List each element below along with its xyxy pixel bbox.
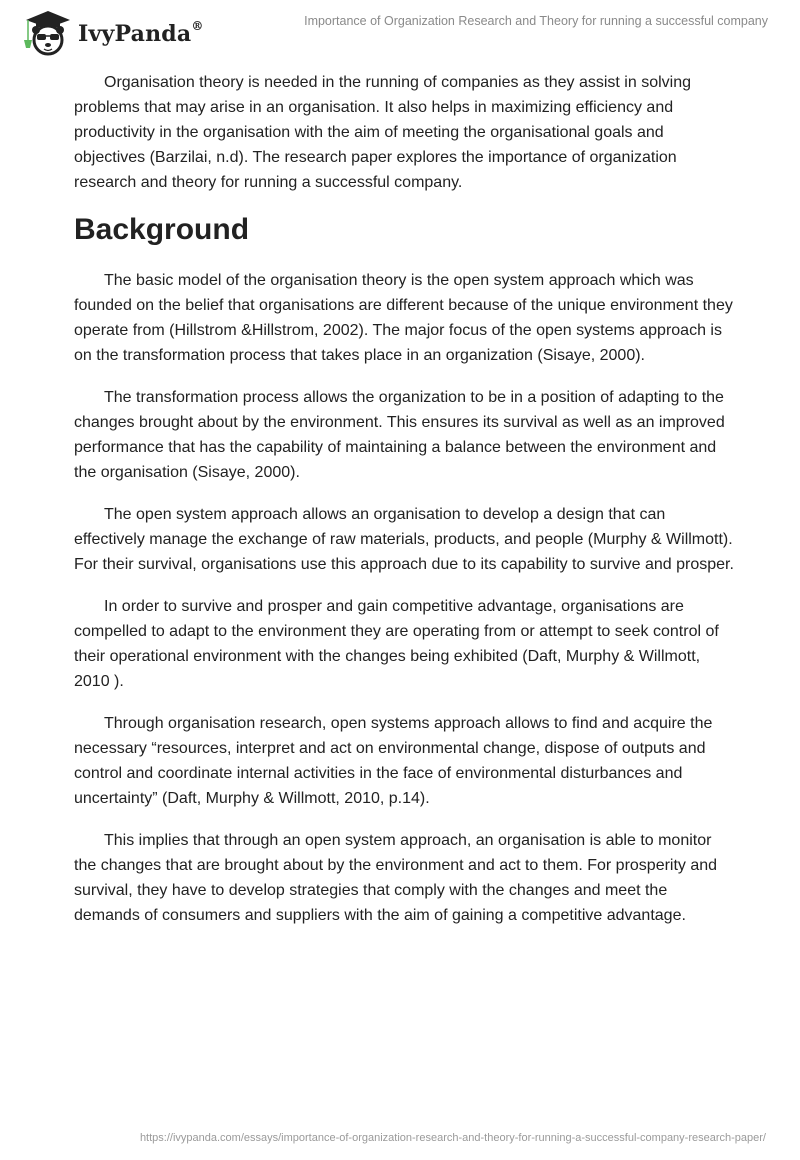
panda-graduate-icon <box>16 8 76 56</box>
paragraph: The transformation process allows the organization to be in a position of adapting to the changes brought about by the environment. This ensures its survival as well as an improved performance that has the capability of maintaining a balance between the environment and the organisation (Sisaye, 2000). <box>74 389 725 481</box>
registered-mark: ® <box>191 19 204 33</box>
ivypanda-logo[interactable] <box>16 8 204 56</box>
source-url[interactable]: https://ivypanda.com/essays/importance-of-organization-research-and-theory-for-running-a-successful-company-research-paper/ <box>139 1132 766 1144</box>
section-heading-background: Background <box>74 213 250 246</box>
paragraph: The basic model of the organisation theory is the open system approach which was founded on the belief that organisations are different because of the unique environment they operate from (Hillstrom &Hillstrom, 2002). The major focus of the open systems approach is on the transformation process that takes place in an organization (Sisaye, 2000). <box>74 272 733 364</box>
paragraph: Through organisation research, open systems approach allows to find and acquire the necessary “resources, interpret and act on environmental change, dispose of outputs and control and coordinate internal activities in the face of environmental disturbances and uncertainty” (Daft, Murphy & Willmott, 2010, p.14). <box>74 715 713 807</box>
intro-paragraph: Organisation theory is needed in the running of companies as they assist in solving problems that may arise in an organisation. It also helps in maximizing efficiency and productivity in the organisation with the aim of meeting the organisational goals and objectives (Barzilai, n.d). The research paper explores the importance of organization research and theory for running a successful company. <box>74 74 692 191</box>
paragraph: This implies that through an open system approach, an organisation is able to monitor the changes that are brought about by the environment and act to them. For prosperity and survival, they have to develop strategies that comply with the changes and meet the demands of consumers and suppliers with the aim of gaining a competitive advantage. <box>74 832 718 924</box>
logo-text: IvyPanda® <box>78 19 204 47</box>
paragraph: The open system approach allows an organisation to develop a design that can effectively manage the exchange of raw materials, products, and people (Murphy & Willmott). For their survival, organisations use this approach due to its capability to survive and prosper. <box>74 506 734 573</box>
page-header <box>0 0 800 60</box>
document-title: Importance of Organization Research and Theory for running a successful company <box>304 14 768 28</box>
essay-body <box>74 70 734 945</box>
paragraph: In order to survive and prosper and gain competitive advantage, organisations are compelled to adapt to the environment they are operating from or attempt to seek control of their operational environment with the changes being exhibited (Daft, Murphy & Willmott, 2010 ). <box>74 598 719 690</box>
